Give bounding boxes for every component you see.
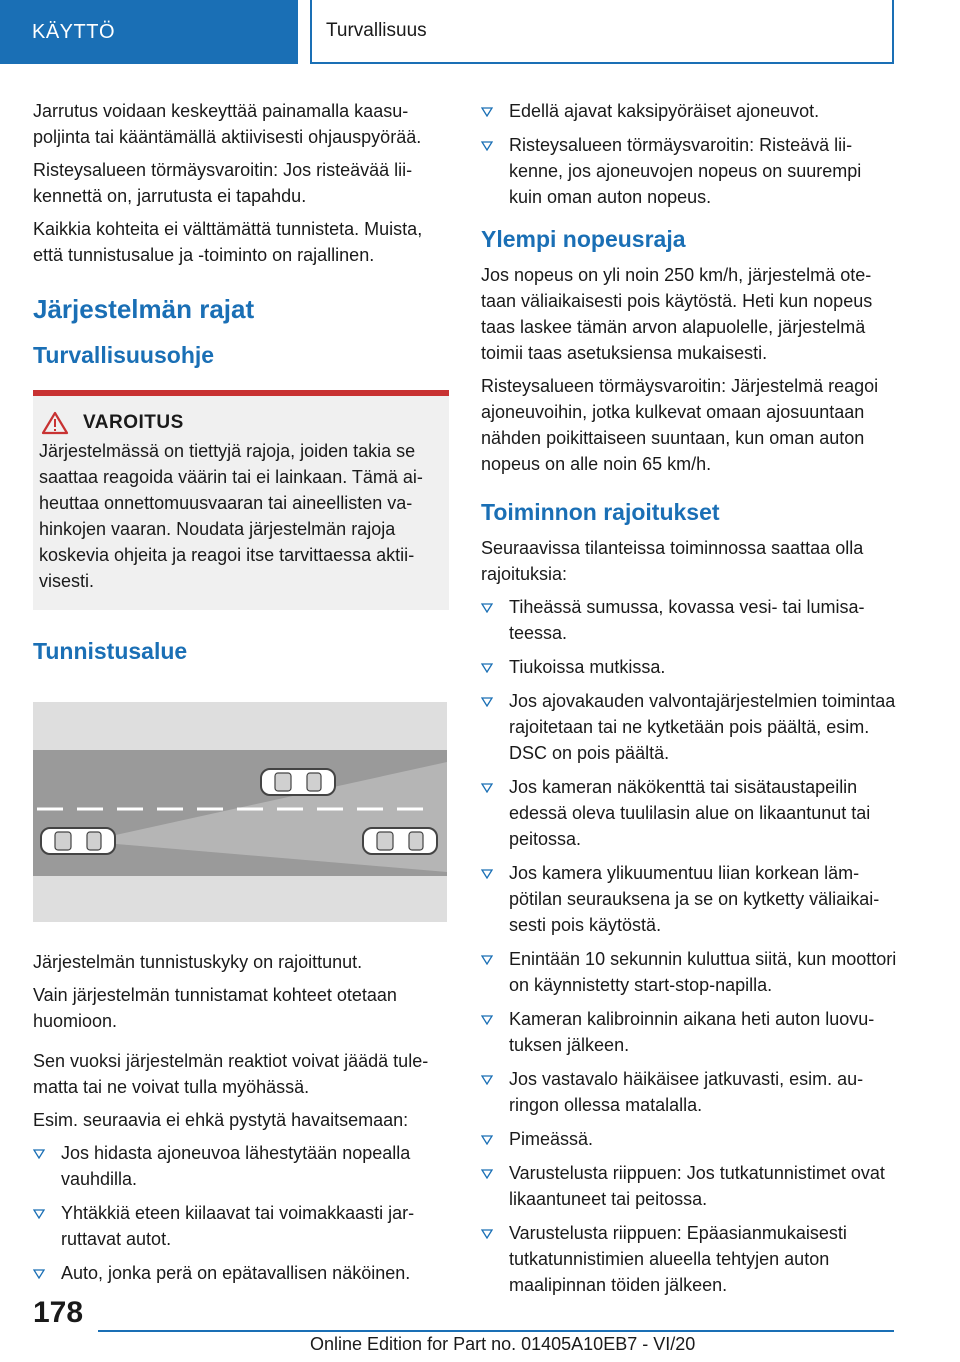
list-item: Kameran kalibroinnin aikana heti auton luovutuksen jälkeen. (481, 1006, 899, 1058)
car-ahead-icon (363, 828, 437, 854)
paragraph: Sen vuoksi järjestelmän reaktiot voivat jäädä tulematta tai ne voivat tulla myöhässä. (33, 1051, 429, 1097)
list-item: Jos vastavalo häikäisee jatkuvasti, esim. auringon ollessa matalalla. (481, 1066, 899, 1118)
warning-text: Järjestelmässä on tiettyjä rajoja, joiden takia se saattaa reagoida väärin tai ei lainkaan. Tämä aiheuttaa onnettomuusvaaran tai aineellisten vahinkojen vaaran. Noudata järjestelmän rajoja koskevia ohjeita ja reagoi itse tarvittaessa aktiivisesti. (39, 441, 423, 591)
section-label: KÄYTTÖ (32, 20, 116, 43)
warning-title: VAROITUS (83, 412, 184, 433)
heading-system-limits: Järjestelmän rajat (33, 294, 255, 324)
list-item: Pimeässä. (481, 1126, 899, 1152)
list-item: Jos hidasta ajoneuvoa lähestytään nopealla vauhdilla. (33, 1140, 449, 1192)
warning-triangle-icon (41, 411, 69, 435)
page-header (310, 0, 894, 64)
bullet-list (481, 98, 899, 210)
bullet-triangle-icon (481, 783, 493, 793)
list-item: Enintään 10 sekunnin kuluttua siitä, kun moottori on käynnistetty start-stop-napilla. (481, 946, 899, 998)
list-item: Tiheässä sumussa, kovassa vesi- tai lumisateessa. (481, 594, 899, 646)
left-column (33, 98, 449, 1294)
page-number: 178 (33, 1296, 84, 1329)
list-item: Risteysalueen törmäysvaroitin: Risteävä liikenne, jos ajoneuvojen nopeus on suurempi kuin oman auton nopeus. (481, 132, 899, 210)
list-item: Jos kameran näkökenttä tai sisätaustapeilin edessä oleva tuulilasin alue on likaantunut tai peitossa. (481, 774, 899, 852)
bullet-triangle-icon (481, 603, 493, 613)
bullet-triangle-icon (481, 869, 493, 879)
bullet-triangle-icon (33, 1209, 45, 1219)
right-column (481, 98, 899, 1306)
page-title: Turvallisuus (326, 20, 427, 41)
paragraph: Jarrutus voidaan keskeyttää painamalla kaasupoljinta tai kääntämällä aktiivisesti ohjauspyörää. (33, 101, 422, 147)
paragraph: Vain järjestelmän tunnistamat kohteet otetaan huomioon. (33, 985, 397, 1031)
bullet-triangle-icon (481, 1229, 493, 1239)
detection-range-diagram (33, 702, 447, 922)
bullet-triangle-icon (481, 1169, 493, 1179)
bullet-list (481, 594, 899, 1298)
paragraph: Jos nopeus on yli noin 250 km/h, järjestelmä otetaan väliaikaisesti pois käytöstä. Heti kun nopeus taas laskee tämän arvon alapuolelle, järjestelmä toimii taas asetuksiensa mukaisesti. (481, 265, 873, 363)
bullet-triangle-icon (481, 663, 493, 673)
bullet-triangle-icon (481, 955, 493, 965)
list-item: Tiukoissa mutkissa. (481, 654, 899, 680)
footer-divider (98, 1330, 894, 1332)
heading-function-limitations: Toiminnon rajoitukset (481, 499, 720, 525)
bullet-triangle-icon (481, 107, 493, 117)
paragraph: Seuraavissa tilanteissa toiminnossa saattaa olla rajoituksia: (481, 538, 864, 584)
list-item: Jos ajovakauden valvontajärjestelmien toimintaa rajoitetaan tai ne kytketään pois päältä, esim. DSC on pois päältä. (481, 688, 899, 766)
paragraph: Järjestelmän tunnistuskyky on rajoittunut. (33, 952, 363, 972)
paragraph: Kaikkia kohteita ei välttämättä tunnisteta. Muista, että tunnistusalue ja -toiminto on rajallinen. (33, 219, 423, 265)
bullet-triangle-icon (33, 1149, 45, 1159)
warning-header (39, 410, 441, 436)
bullet-list (33, 1140, 449, 1286)
heading-upper-speed-limit: Ylempi nopeusraja (481, 226, 686, 252)
car-front-icon (261, 769, 335, 795)
bullet-triangle-icon (481, 697, 493, 707)
list-item: Jos kamera ylikuumentuu liian korkean lämpötilan seurauksena ja se on kytketty väliaikaisesti pois käytöstä. (481, 860, 899, 938)
bullet-triangle-icon (481, 141, 493, 151)
paragraph: Risteysalueen törmäysvaroitin: Jos risteävää liikennettä on, jarrutusta ei tapahdu. (33, 160, 413, 206)
list-item: Varustelusta riippuen: Jos tutkatunnistimet ovat likaantuneet tai peitossa. (481, 1160, 899, 1212)
heading-safety-note: Turvallisuusohje (33, 342, 215, 368)
paragraph: Esim. seuraavia ei ehkä pystytä havaitsemaan: (33, 1110, 409, 1130)
section-tab[interactable] (0, 0, 298, 64)
list-item: Varustelusta riippuen: Epäasianmukaisesti tutkatunnistimien alueella tehtyjen auton maalipinnan töiden jälkeen. (481, 1220, 899, 1298)
bullet-triangle-icon (481, 1015, 493, 1025)
edition-link[interactable]: Online Edition for Part no. 01405A10EB7 - VI/20 (310, 1334, 696, 1354)
list-item: Yhtäkkiä eteen kiilaavat tai voimakkaasti jarruttavat autot. (33, 1200, 449, 1252)
car-own-icon (41, 828, 115, 854)
list-item: Edellä ajavat kaksipyöräiset ajoneuvot. (481, 98, 899, 124)
bullet-triangle-icon (33, 1269, 45, 1279)
bullet-triangle-icon (481, 1075, 493, 1085)
list-item: Auto, jonka perä on epätavallisen näköinen. (33, 1260, 449, 1286)
warning-box (33, 390, 449, 610)
paragraph: Risteysalueen törmäysvaroitin: Järjestelmä reagoi ajoneuvoihin, jotka kulkevat omaan ajosuuntaan nähden poikittaiseen suuntaan, kun oman auton nopeus on alle noin 65 km/h. (481, 376, 879, 474)
heading-detection-range: Tunnistusalue (33, 638, 188, 664)
bullet-triangle-icon (481, 1135, 493, 1145)
